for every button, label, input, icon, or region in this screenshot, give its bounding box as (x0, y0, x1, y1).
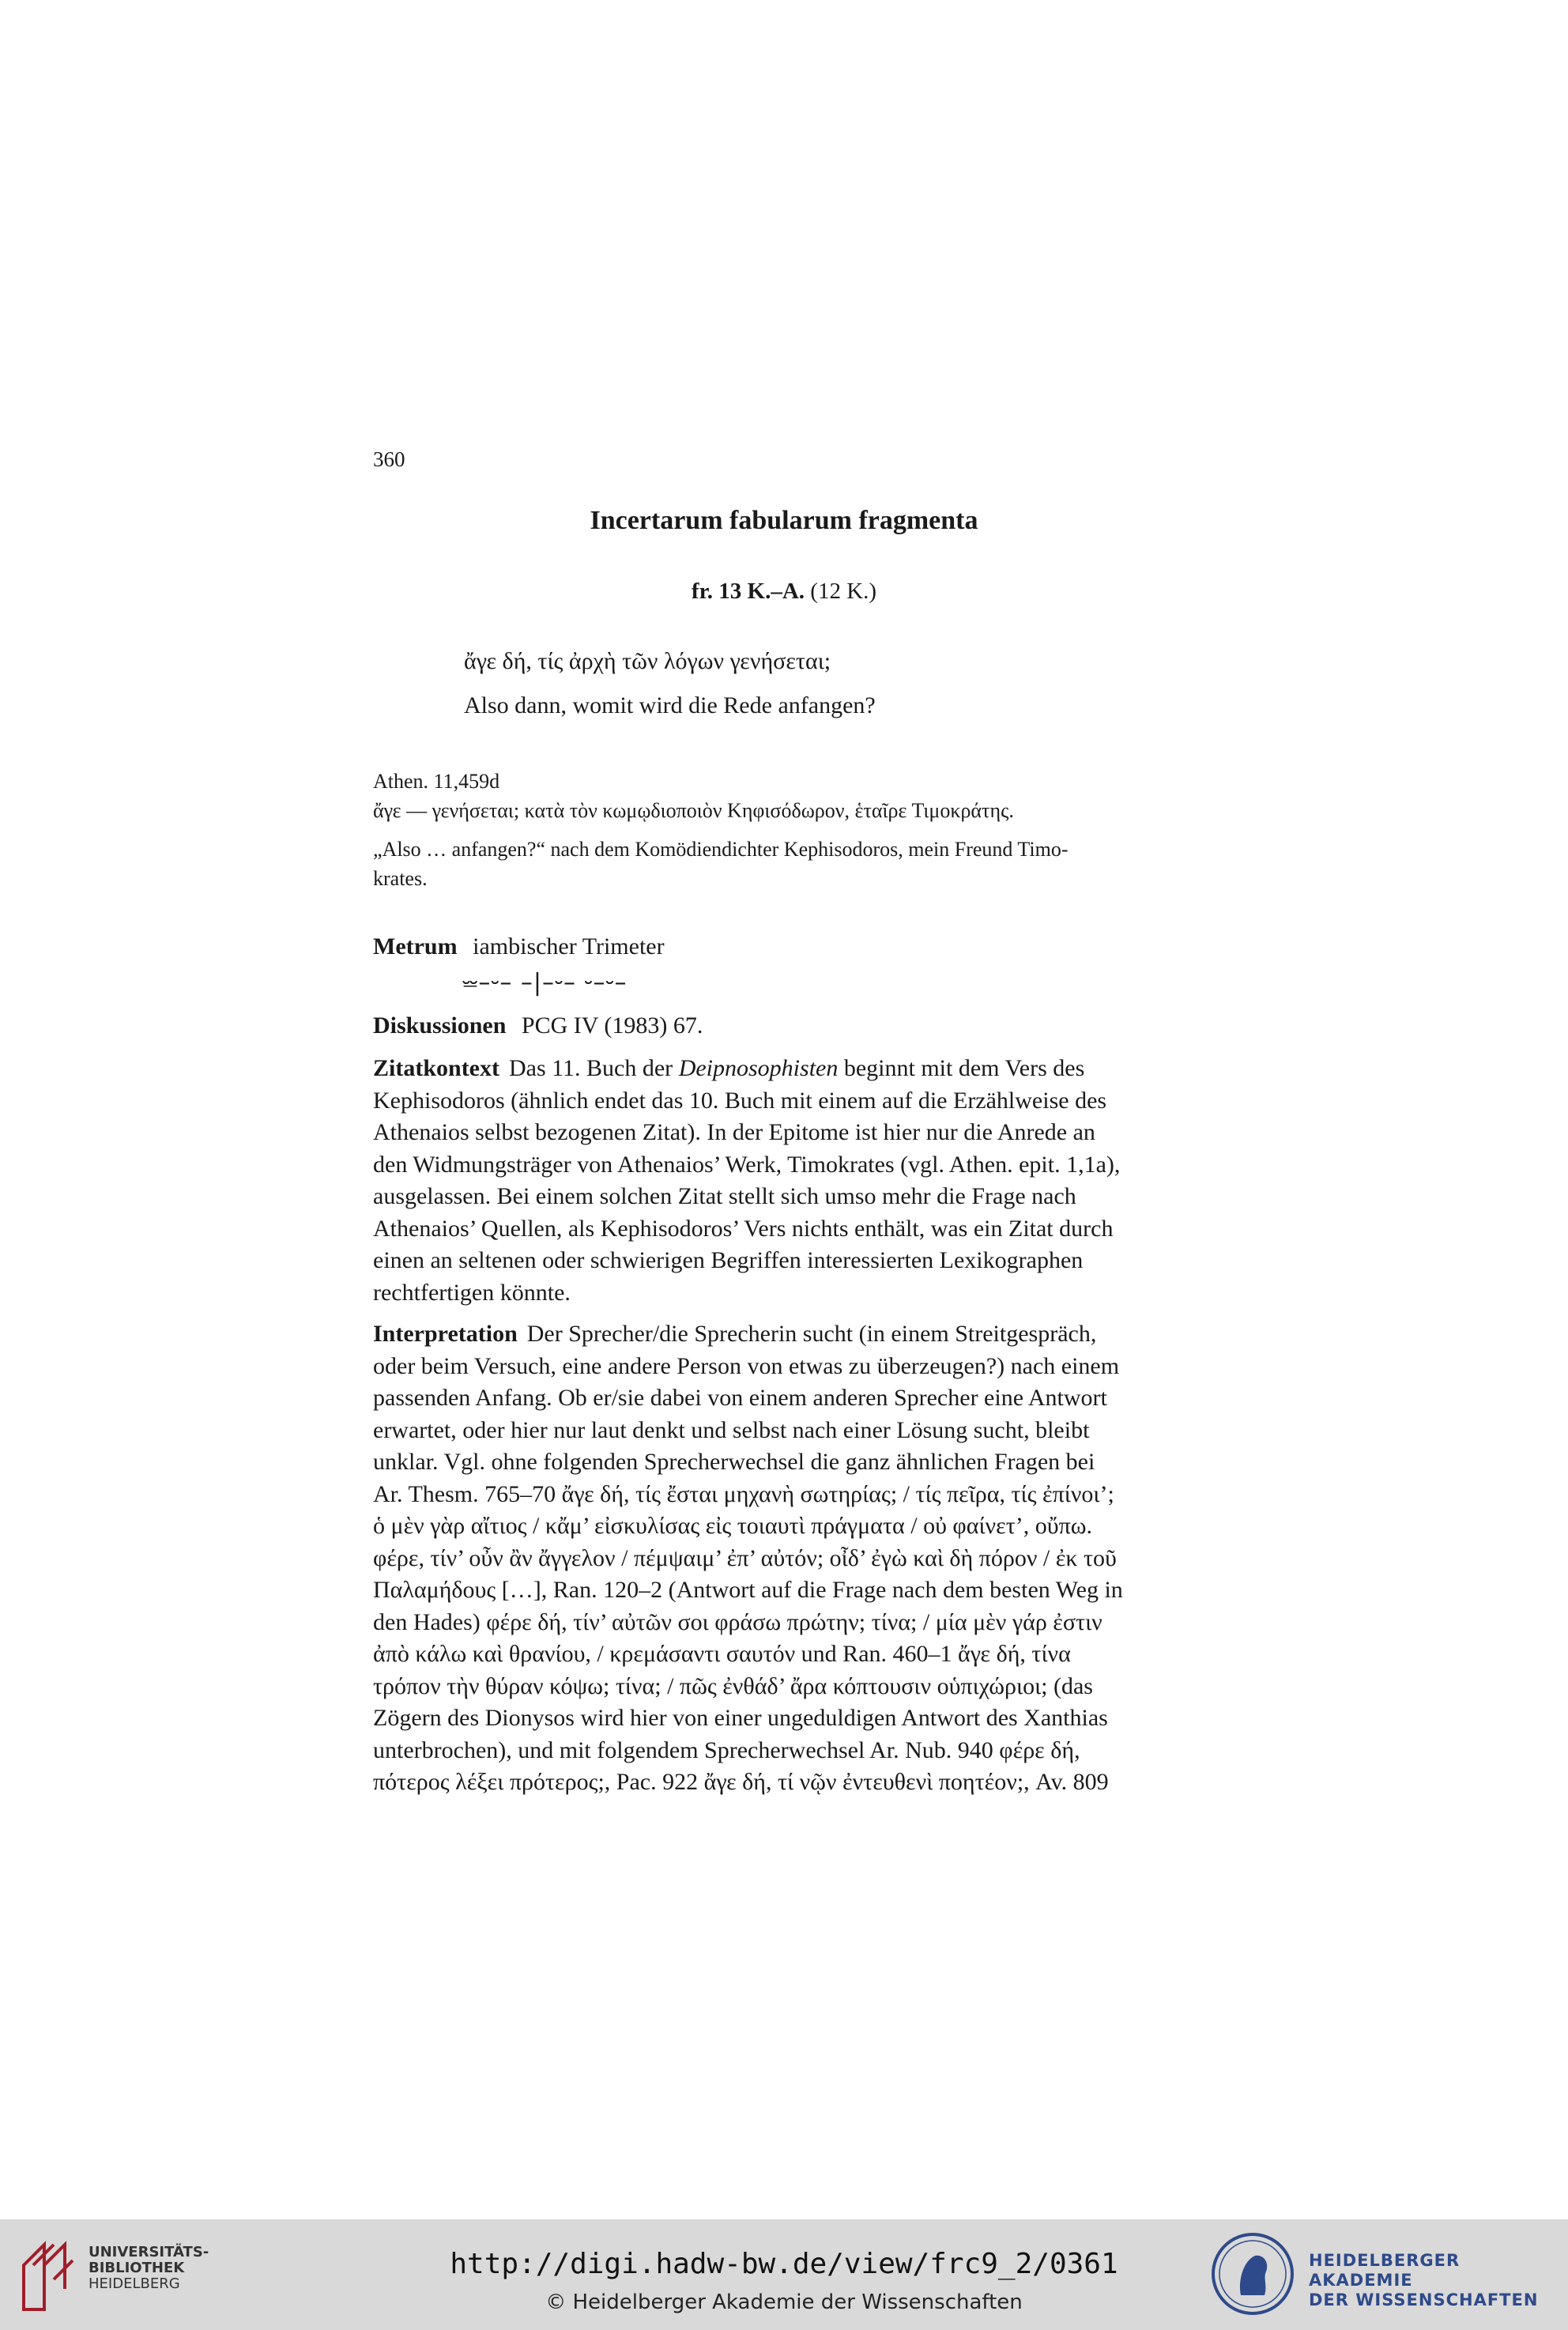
greek-verse: ἄγε δή, τίς ἀρχὴ τῶν λόγων γενήσεται; (464, 648, 831, 674)
zitatkontext-section (373, 1053, 1195, 1309)
zitat-line: Kephisodoros (ähnlich endet das 10. Buch mit einem auf die Erzählweise des (373, 1087, 1107, 1114)
meter-scheme: ⏕–⏑– –|–⏑– ⏑–⏑– (462, 969, 628, 997)
source-translation-line-2: krates. (373, 867, 428, 890)
copyright-notice: © Heidelberger Akademie der Wissenschaften (545, 2290, 1023, 2314)
diskussionen-section (373, 1010, 1195, 1042)
source-translation-line-1: „Also … anfangen?“ nach dem Komödiendichter Kephisodoros, mein Freund Timo- (373, 838, 1069, 861)
zitat-line: Athenaios’ Quellen, als Kephisodoros’ Vers nichts enthält, was ein Zitat durch (373, 1215, 1114, 1242)
interp-line: ἀπὸ κάλω καὶ θρανίου, / κρεμάσαντι σαυτόν und Ran. 460–1 ἄγε δή, τίνα (373, 1641, 1071, 1667)
interp-line: Interpretation Der Sprecher/die Sprecherin sucht (in einem Streitgespräch, (373, 1321, 1097, 1347)
zitat-line: einen an seltenen oder schwierigen Begriffen interessierten Lexikographen (373, 1247, 1084, 1273)
interp-line: unklar. Vgl. ohne folgenden Sprecherwechsel die ganz ähnlichen Fragen bei (373, 1449, 1095, 1475)
metrum-section (373, 931, 1195, 963)
source-greek: ἄγε — γενήσεται; κατὰ τὸν κωμῳδιοποιὸν Κηφισόδωρον, ἑταῖρε Τιμοκράτης. (373, 799, 1014, 822)
zitat-line: Athenaios selbst bezogenen Zitat). In der Epitome ist hier nur die Anrede an (373, 1119, 1095, 1145)
interp-line: erwartet, oder hier nur laut denkt und selbst nach einer Lösung sucht, bleibt (373, 1416, 1090, 1443)
interp-line: oder beim Versuch, eine andere Person von etwas zu überzeugen?) nach einem (373, 1352, 1120, 1379)
fragment-label: fr. 13 K.–A. (691, 579, 805, 604)
permalink-url[interactable]: http://digi.hadw-bw.de/view/frc9_2/0361 (450, 2248, 1118, 2280)
interp-line: ὁ μὲν γὰρ αἴτιος / κἄμ’ εἰσκυλίσας εἰς τοιαυτὶ πράγματα / οὐ φαίνετ’, οὔπω. (373, 1513, 1092, 1539)
diskussionen-heading: Diskussionen (373, 1012, 507, 1039)
interp-line: den Hades) φέρε δή, τίν’ αὐτῶν σοι φράσω πρώτην; τίνα; / μία μὲν γάρ ἐστιν (373, 1608, 1102, 1635)
verse-translation: Also dann, womit wird die Rede anfangen? (464, 692, 876, 718)
interp-line: τρόπον τὴν θύραν κόψω; τίνα; / πῶς ἐνθάδ’ ἄρα κόπτουσιν οὑπιχώριοι; (das (373, 1672, 1093, 1699)
academy-name: HEIDELBERGER AKADEMIE DER WISSENSCHAFTEN (1309, 2251, 1539, 2309)
work-title: Deipnosophisten (678, 1055, 839, 1081)
interpretation-section (373, 1318, 1195, 1799)
page-number: 360 (373, 447, 405, 471)
university-library-name: UNIVERSITÄTS- BIBLIOTHEK HEIDELBERG (89, 2244, 209, 2292)
page-title: Incertarum fabularum fragmenta (590, 506, 978, 535)
interp-line: Ar. Thesm. 765–70 ἄγε δή, τίς ἔσται μηχανὴ σωτηρίας; / τίς πεῖρα, τίς ἐπίνοι’; (373, 1480, 1114, 1507)
metrum-text: iambischer Trimeter (473, 933, 665, 960)
interp-line: unterbrochen), und mit folgendem Sprecherwechsel Ar. Nub. 940 φέρε δή, (373, 1736, 1080, 1763)
zitatkontext-heading: Zitatkontext (373, 1055, 499, 1081)
interp-line: φέρε, τίν’ οὖν ἂν ἄγγελον / πέμψαιμ’ ἐπ’ αὐτόν; οἶδ’ ἐγὼ καὶ δὴ πόρον / ἐκ τοῦ (373, 1544, 1117, 1571)
zitat-line: ausgelassen. Bei einem solchen Zitat stellt sich umso mehr die Frage nach (373, 1183, 1076, 1209)
fragment-alt-number: (12 K.) (810, 579, 877, 604)
zitat-line: den Widmungsträger von Athenaios’ Werk, Timokrates (vgl. Athen. epit. 1,1a), (373, 1151, 1121, 1178)
metrum-heading: Metrum (373, 933, 458, 960)
zitat-line: Zitatkontext Das 11. Buch der Deipnosophisten beginnt mit dem Vers des (373, 1055, 1085, 1081)
interp-line: Παλαμήδους […], Ran. 120–2 (Antwort auf die Frage nach dem besten Weg in (373, 1577, 1123, 1603)
interpretation-heading: Interpretation (373, 1321, 518, 1347)
interp-line: passenden Anfang. Ob er/sie dabei von einem anderen Sprecher eine Antwort (373, 1385, 1107, 1411)
source-reference: Athen. 11,459d (373, 770, 500, 793)
diskussionen-text: PCG IV (1983) 67. (521, 1012, 703, 1039)
fragment-heading (0, 579, 1568, 605)
zitat-line: rechtfertigen könnte. (373, 1279, 571, 1306)
interp-line: Zögern des Dionysos wird hier von einer ungeduldigen Antwort des Xanthias (373, 1705, 1108, 1731)
interp-line: πότερος λέξει πρότερος;, Pac. 922 ἄγε δή, τί νῷν ἐντευθενὶ ποητέον;, Av. 809 (373, 1769, 1109, 1795)
